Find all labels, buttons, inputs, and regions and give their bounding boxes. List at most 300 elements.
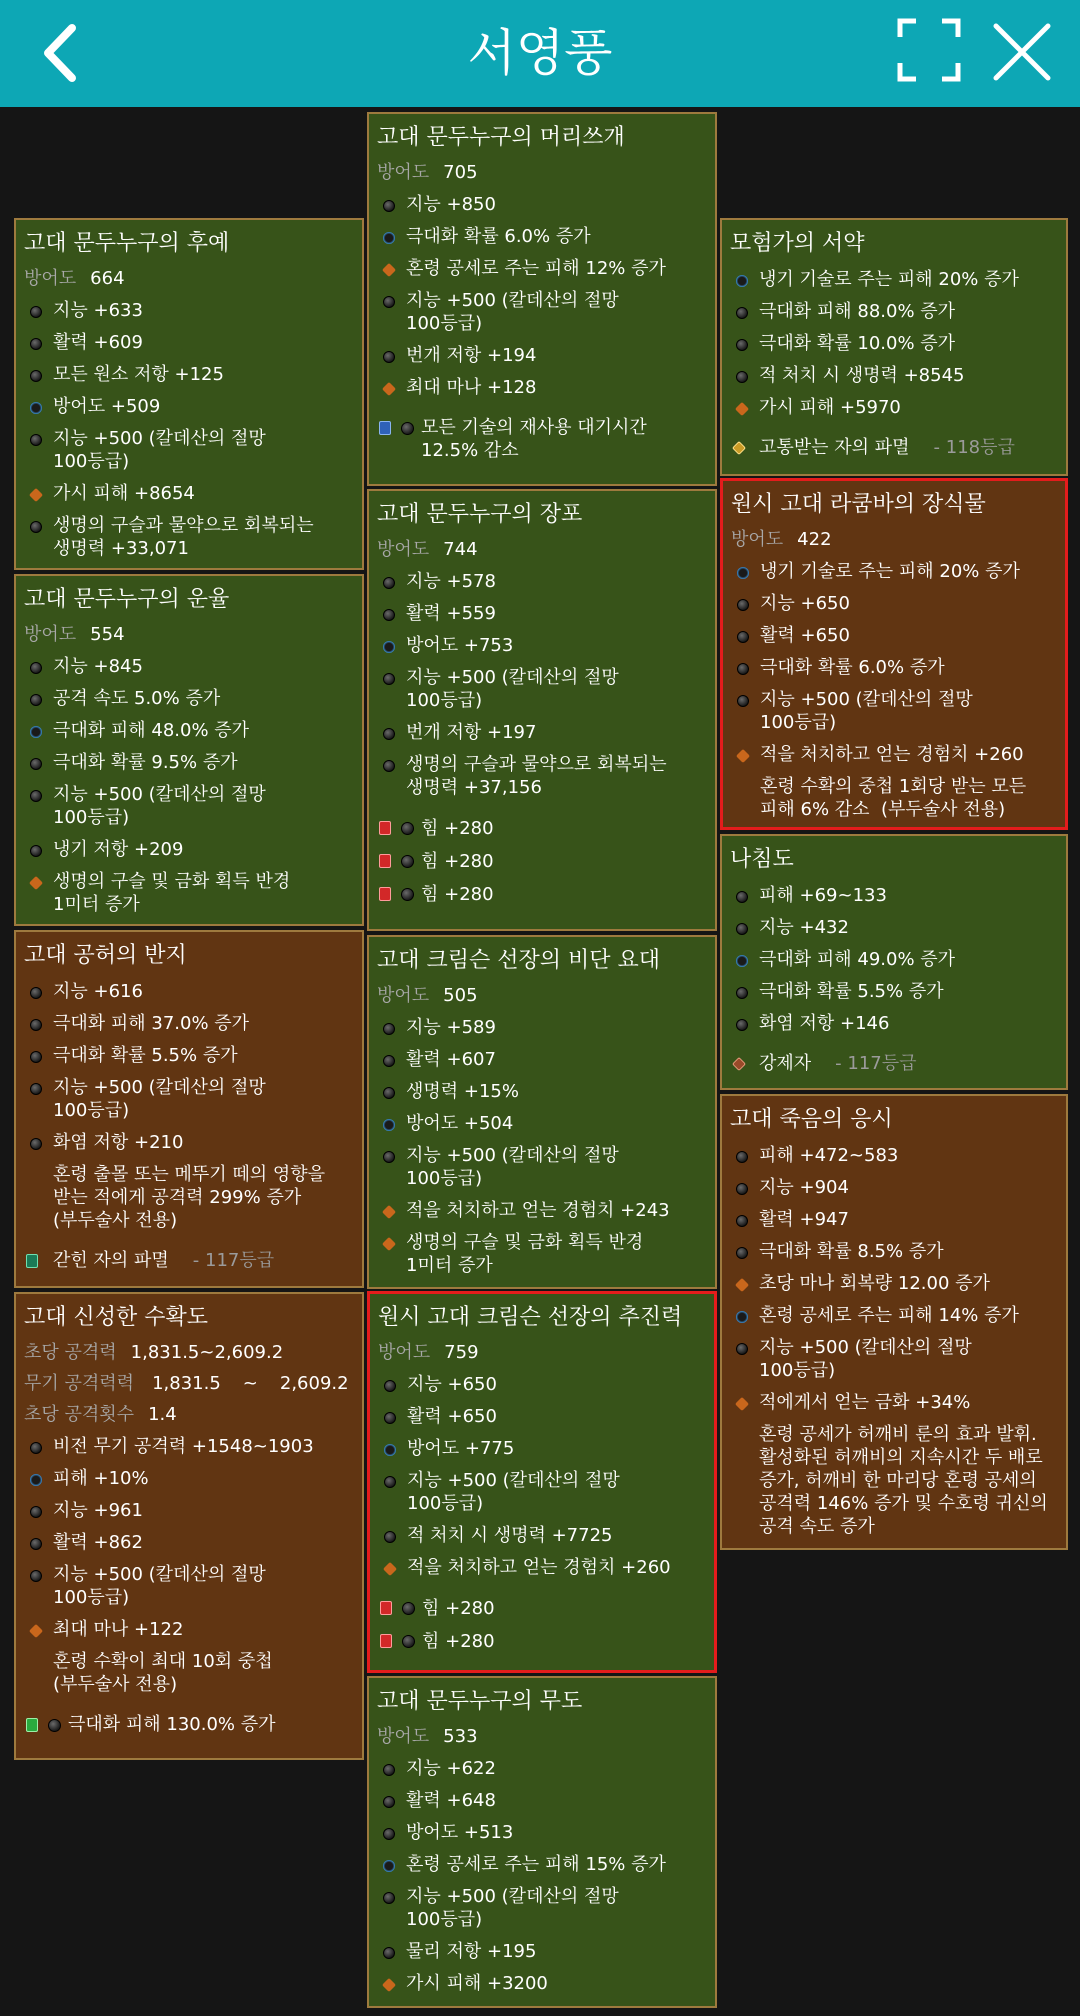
primary-stat-bullet-icon [383, 1151, 395, 1163]
primary-stat-bullet-icon [30, 1019, 42, 1031]
stat-text: 적을 처치하고 얻는 경험치 +243 [406, 1200, 670, 1221]
stat-line [377, 189, 707, 221]
socket-line [377, 412, 707, 467]
orange-diamond-bullet-icon [383, 1562, 397, 1576]
page-title: 서영풍 [467, 24, 613, 82]
stat-text: 지능 +432 [759, 917, 849, 938]
stat-line [730, 976, 1058, 1008]
secondary-stat-bullet-icon [383, 641, 395, 653]
item-name: 고대 문두누구의 머리쓰개 [377, 125, 625, 150]
stat-text: 극대화 확률 9.5% 증가 [53, 752, 238, 773]
armor-row [377, 535, 707, 566]
item-card-boots[interactable] [367, 1676, 717, 2008]
stat-text: 지능 +961 [53, 1500, 143, 1521]
stat-text: 극대화 피해 37.0% 증가 [53, 1013, 250, 1034]
stat-text: 극대화 피해 48.0% 증가 [53, 720, 250, 741]
legendary-gem-icon [26, 1254, 38, 1268]
primary-stat-bullet-icon [736, 339, 748, 351]
stat-line [377, 1936, 707, 1968]
primary-stat-bullet-icon [383, 577, 395, 589]
stat-text: 가시 피해 +8654 [53, 483, 195, 504]
stat-line [24, 359, 354, 391]
item-card-shoulders[interactable] [14, 218, 364, 570]
stat-line [377, 221, 707, 253]
stat-line [730, 880, 1058, 912]
stat-text: 지능 +845 [53, 656, 143, 677]
stat-text: 극대화 확률 6.0% 증가 [406, 226, 591, 247]
primary-stat-bullet-icon [384, 1412, 396, 1424]
primary-stat-bullet-icon [736, 1151, 748, 1163]
stat-line [377, 1227, 707, 1282]
item-name: 고대 공허의 반지 [24, 943, 187, 968]
primary-stat-bullet-icon [30, 694, 42, 706]
primary-stat-bullet-icon [30, 790, 42, 802]
stat-line [730, 1140, 1058, 1172]
primary-stat-bullet-icon [401, 422, 414, 435]
stat-line [24, 1431, 354, 1463]
primary-stat-bullet-icon [30, 434, 42, 446]
primary-stat-bullet-icon [30, 521, 42, 533]
primary-stat-bullet-icon [383, 1892, 395, 1904]
stat-line [24, 391, 354, 423]
stat-line [730, 1172, 1058, 1204]
stat-text: 최대 마나 +128 [406, 377, 537, 398]
armor-label: 방어도 [378, 1342, 431, 1363]
stat-text: 지능 +616 [53, 981, 143, 1002]
armor-row [377, 1722, 707, 1753]
stat-text: 지능 +633 [53, 300, 143, 321]
primary-stat-bullet-icon [30, 1570, 42, 1582]
orange-diamond-bullet-icon [735, 1278, 749, 1292]
stat-line [730, 1268, 1058, 1300]
stat-line [24, 1072, 354, 1127]
item-card-mojo[interactable] [720, 1094, 1068, 1550]
stat-line [377, 1817, 707, 1849]
stat-line [24, 651, 354, 683]
socket-line [377, 878, 707, 911]
stat-text: 활력 +650 [760, 625, 850, 646]
primary-stat-bullet-icon [383, 200, 395, 212]
legendary-gem-name: 갇힌 자의 파멸 [53, 1250, 169, 1271]
primary-stat-bullet-icon [383, 1087, 395, 1099]
primary-stat-bullet-icon [30, 758, 42, 770]
focus-frame-icon[interactable] [896, 17, 962, 83]
stat-line [731, 588, 1057, 620]
stat-line [378, 1369, 706, 1401]
primary-stat-bullet-icon [402, 1602, 415, 1615]
armor-row [24, 620, 354, 651]
stat-text: 활력 +559 [406, 603, 496, 624]
legendary-gem-icon [732, 1057, 746, 1071]
stat-text: 피해 +69~133 [759, 885, 887, 906]
stat-text: 활력 +650 [407, 1406, 497, 1427]
armor-label: 방어도 [24, 624, 77, 645]
stat-text: 피해 +472~583 [759, 1145, 899, 1166]
stat-line [24, 779, 354, 834]
stat-line [24, 1127, 354, 1159]
stat-text: 적에게서 얻는 금화 +34% [759, 1392, 971, 1413]
stat-text: 혼령 공세로 주는 피해 12% 증가 [406, 258, 666, 279]
secondary-stat-bullet-icon [736, 1311, 748, 1323]
socket-text: 힘 +280 [421, 884, 494, 905]
stat-line [24, 1614, 354, 1646]
secondary-stat-bullet-icon [383, 232, 395, 244]
stat-line [377, 1140, 707, 1195]
stat-line [730, 1419, 1058, 1543]
stat-text: 지능 +850 [406, 194, 496, 215]
stat-line [24, 1159, 354, 1237]
stat-text: 생명의 구슬 및 금화 획득 반경 1미터 증가 [53, 871, 291, 915]
primary-stat-bullet-icon [736, 1215, 748, 1227]
armor-label: 방어도 [377, 1726, 430, 1747]
stat-line [24, 478, 354, 510]
item-name: 고대 크림슨 선장의 비단 요대 [377, 948, 660, 973]
stat-line [24, 1040, 354, 1072]
primary-stat-bullet-icon [383, 1796, 395, 1808]
stat-text: 지능 +500 (칼데산의 절망 100등급) [406, 290, 619, 334]
stat-text: 극대화 확률 8.5% 증가 [759, 1241, 944, 1262]
stat-text: 혼령 공세가 허깨비 룬의 효과 발휘. 활성화된 허깨비의 지속시간 두 배로 증가, 허깨비 한 마리당 혼령 공세의 공격력 146% 증가 및 수호령 귀신의 공격 속도 증가 [759, 1424, 1048, 1537]
stat-line [377, 1968, 707, 2000]
orange-diamond-bullet-icon [382, 382, 396, 396]
orange-diamond-bullet-icon [382, 1978, 396, 1992]
socketed-gem-icon [379, 421, 391, 435]
aps-value: 1.4 [148, 1404, 177, 1425]
stat-line [730, 1387, 1058, 1419]
legendary-gem-name: 고통받는 자의 파멸 [759, 437, 910, 458]
primary-stat-bullet-icon [402, 1635, 415, 1648]
stat-line [730, 1008, 1058, 1040]
stat-text: 번개 저항 +194 [406, 345, 537, 366]
stat-line [377, 1785, 707, 1817]
orange-diamond-bullet-icon [382, 1237, 396, 1251]
item-card-amulet[interactable] [14, 574, 364, 926]
socket-text: 힘 +280 [421, 851, 494, 872]
armor-row [377, 158, 707, 189]
secondary-stat-bullet-icon [30, 1474, 42, 1486]
stat-line [730, 296, 1058, 328]
stat-line [377, 749, 707, 804]
primary-stat-bullet-icon [401, 888, 414, 901]
stat-line [377, 1076, 707, 1108]
socket-line [378, 1625, 706, 1658]
stat-text: 지능 +500 (칼데산의 절망 100등급) [407, 1470, 620, 1514]
primary-stat-bullet-icon [30, 1051, 42, 1063]
stat-text: 지능 +650 [407, 1374, 497, 1395]
stat-text: 화염 저항 +210 [53, 1132, 184, 1153]
stat-text: 모든 원소 저항 +125 [53, 364, 224, 385]
stat-text: 혼령 수확의 중첩 1회당 받는 모든 피해 6% 감소 (부두술사 전용) [760, 776, 1027, 820]
chevron-left-icon[interactable] [30, 18, 100, 88]
legendary-gem-rank: - 117등급 [835, 1053, 917, 1074]
stat-line [730, 328, 1058, 360]
stat-text: 방어도 +753 [406, 635, 514, 656]
primary-stat-bullet-icon [30, 845, 42, 857]
stat-line [730, 1204, 1058, 1236]
stat-line [731, 620, 1057, 652]
armor-row [24, 264, 354, 295]
stat-line [377, 662, 707, 717]
primary-stat-bullet-icon [383, 673, 395, 685]
socket-text: 힘 +280 [422, 1631, 495, 1652]
primary-stat-bullet-icon [401, 855, 414, 868]
item-name: 고대 신성한 수확도 [24, 1305, 209, 1330]
armor-value: 505 [443, 985, 478, 1006]
stat-line [377, 1108, 707, 1140]
ruby-gem-icon [379, 854, 391, 868]
primary-stat-bullet-icon [383, 1947, 395, 1959]
primary-stat-bullet-icon [30, 306, 42, 318]
stat-text: 방어도 +513 [406, 1822, 514, 1843]
weapon-damage-max: 2,609.2 [279, 1373, 349, 1394]
primary-stat-bullet-icon [737, 663, 749, 675]
primary-stat-bullet-icon [736, 987, 748, 999]
secondary-stat-bullet-icon [737, 567, 749, 579]
stat-line [377, 1012, 707, 1044]
weapon-damage-label: 무기 공격력력 [24, 1373, 135, 1394]
item-card-helm[interactable] [367, 112, 717, 486]
stat-line [377, 285, 707, 340]
primary-stat-bullet-icon [30, 1442, 42, 1454]
ruby-gem-icon [380, 1634, 392, 1648]
item-card-bracers[interactable] [720, 478, 1068, 830]
top-bar [0, 0, 1080, 107]
item-card-ring-right[interactable] [720, 218, 1068, 476]
primary-stat-bullet-icon [383, 351, 395, 363]
secondary-stat-bullet-icon [736, 275, 748, 287]
stat-text: 적 처치 시 생명력 +7725 [407, 1525, 613, 1546]
stat-text: 지능 +500 (칼데산의 절망 100등급) [53, 428, 266, 472]
stat-text: 적 처치 시 생명력 +8545 [759, 365, 965, 386]
item-card-ring-left[interactable] [14, 930, 364, 1288]
primary-stat-bullet-icon [736, 1343, 748, 1355]
stat-text: 가시 피해 +3200 [406, 1973, 548, 1994]
stat-line [24, 976, 354, 1008]
item-name: 고대 문두누구의 후예 [24, 231, 230, 256]
primary-stat-bullet-icon [383, 609, 395, 621]
stat-line [731, 684, 1057, 739]
primary-stat-bullet-icon [737, 631, 749, 643]
primary-stat-bullet-icon [384, 1531, 396, 1543]
orange-diamond-bullet-icon [29, 488, 43, 502]
armor-row [378, 1338, 706, 1369]
socketed-gem-icon [26, 1718, 38, 1732]
stat-text: 생명력 +15% [406, 1081, 519, 1102]
armor-value: 744 [443, 539, 478, 560]
orange-diamond-bullet-icon [29, 876, 43, 890]
item-card-pants[interactable] [367, 1291, 717, 1673]
stat-line [377, 340, 707, 372]
legendary-gem-name: 강제자 [759, 1053, 812, 1074]
stat-text: 혼령 수확이 최대 10회 중첩 (부두술사 전용) [53, 1651, 273, 1695]
stat-text: 지능 +578 [406, 571, 496, 592]
primary-stat-bullet-icon [736, 371, 748, 383]
socket-text: 힘 +280 [421, 818, 494, 839]
ruby-gem-icon [380, 1601, 392, 1615]
legendary-gem-icon [732, 441, 746, 455]
stat-text: 지능 +622 [406, 1758, 496, 1779]
item-card-chest[interactable] [367, 489, 717, 931]
stat-line [730, 264, 1058, 296]
dps-row [24, 1338, 354, 1369]
socket-line [378, 1592, 706, 1625]
socket-text: 힘 +280 [422, 1598, 495, 1619]
stat-text: 극대화 피해 49.0% 증가 [759, 949, 956, 970]
primary-stat-bullet-icon [30, 338, 42, 350]
primary-stat-bullet-icon [384, 1476, 396, 1488]
stat-line [378, 1433, 706, 1465]
primary-stat-bullet-icon [30, 1138, 42, 1150]
close-icon[interactable] [990, 20, 1054, 84]
socket-text: 모든 기술의 재사용 대기시간 12.5% 감소 [421, 417, 647, 461]
secondary-stat-bullet-icon [30, 726, 42, 738]
stat-line [378, 1520, 706, 1552]
aps-label: 초당 공격횟수 [24, 1404, 135, 1425]
stat-line [24, 295, 354, 327]
stat-line [730, 1300, 1058, 1332]
stat-text: 가시 피해 +5970 [759, 397, 901, 418]
stat-line [24, 683, 354, 715]
primary-stat-bullet-icon [736, 1247, 748, 1259]
primary-stat-bullet-icon [30, 1083, 42, 1095]
stat-text: 혼령 공세로 주는 피해 14% 증가 [759, 1305, 1019, 1326]
armor-value: 554 [90, 624, 125, 645]
stat-text: 지능 +904 [759, 1177, 849, 1198]
stat-line [377, 372, 707, 404]
primary-stat-bullet-icon [383, 1055, 395, 1067]
stat-text: 지능 +500 (칼데산의 절망 100등급) [53, 1564, 266, 1608]
stat-text: 활력 +947 [759, 1209, 849, 1230]
stat-text: 적을 처치하고 얻는 경험치 +260 [407, 1557, 671, 1578]
armor-value: 664 [90, 268, 125, 289]
primary-stat-bullet-icon [736, 891, 748, 903]
item-name: 나침도 [730, 847, 794, 872]
stat-text: 극대화 피해 88.0% 증가 [759, 301, 956, 322]
socket-line [377, 845, 707, 878]
stat-text: 공격 속도 5.0% 증가 [53, 688, 221, 709]
legendary-gem-line [730, 432, 1058, 464]
stat-text: 화염 저항 +146 [759, 1013, 890, 1034]
armor-value: 705 [443, 162, 478, 183]
stat-text: 극대화 확률 5.5% 증가 [759, 981, 944, 1002]
secondary-stat-bullet-icon [384, 1444, 396, 1456]
stat-line [24, 327, 354, 359]
stat-line [378, 1465, 706, 1520]
stat-text: 지능 +500 (칼데산의 절망 100등급) [406, 667, 619, 711]
primary-stat-bullet-icon [30, 1506, 42, 1518]
primary-stat-bullet-icon [30, 662, 42, 674]
stat-text: 지능 +500 (칼데산의 절망 100등급) [759, 1337, 972, 1381]
primary-stat-bullet-icon [384, 1380, 396, 1392]
weapon-damage-sep: ~ [242, 1373, 258, 1394]
primary-stat-bullet-icon [736, 1019, 748, 1031]
stat-text: 지능 +650 [760, 593, 850, 614]
stat-line [378, 1552, 706, 1584]
stat-text: 활력 +609 [53, 332, 143, 353]
stat-line [730, 392, 1058, 424]
item-name: 고대 문두누구의 무도 [377, 1689, 583, 1714]
stat-text: 지능 +500 (칼데산의 절망 100등급) [53, 784, 266, 828]
armor-row [377, 981, 707, 1012]
armor-label: 방어도 [377, 985, 430, 1006]
stat-line [377, 1195, 707, 1227]
socket-text: 극대화 피해 130.0% 증가 [68, 1714, 276, 1735]
stat-line [24, 423, 354, 478]
stat-line [24, 1008, 354, 1040]
primary-stat-bullet-icon [737, 695, 749, 707]
item-name: 고대 문두누구의 장포 [377, 502, 583, 527]
stat-line [24, 1527, 354, 1559]
orange-diamond-bullet-icon [382, 263, 396, 277]
stat-text: 생명의 구슬과 물약으로 회복되는 생명력 +33,071 [53, 515, 314, 559]
stat-line [377, 717, 707, 749]
stat-line [731, 771, 1057, 826]
legendary-gem-rank: - 118등급 [933, 437, 1015, 458]
primary-stat-bullet-icon [30, 1538, 42, 1550]
stat-text: 활력 +607 [406, 1049, 496, 1070]
item-name: 원시 고대 라쿰바의 장식물 [731, 492, 986, 517]
stat-line [24, 715, 354, 747]
stat-line [24, 834, 354, 866]
stat-text: 생명의 구슬 및 금화 획득 반경 1미터 증가 [406, 1232, 644, 1276]
primary-stat-bullet-icon [383, 1023, 395, 1035]
item-name: 고대 죽음의 응시 [730, 1107, 893, 1132]
stat-line [24, 1463, 354, 1495]
stat-line [24, 747, 354, 779]
item-name: 원시 고대 크림슨 선장의 추진력 [378, 1305, 683, 1330]
stat-text: 적을 처치하고 얻는 경험치 +260 [760, 744, 1024, 765]
orange-diamond-bullet-icon [382, 1205, 396, 1219]
stat-line [730, 944, 1058, 976]
stat-text: 활력 +862 [53, 1532, 143, 1553]
primary-stat-bullet-icon [48, 1719, 61, 1732]
dps-value: 1,831.5~2,609.2 [130, 1342, 284, 1363]
legendary-gem-line [730, 1048, 1058, 1080]
item-card-offhand[interactable] [720, 834, 1068, 1090]
stat-line [731, 739, 1057, 771]
primary-stat-bullet-icon [383, 760, 395, 772]
stat-line [24, 866, 354, 921]
stat-text: 비전 무기 공격력 +1548~1903 [53, 1436, 314, 1457]
stat-line [730, 360, 1058, 392]
stat-text: 번개 저항 +197 [406, 722, 537, 743]
item-card-belt[interactable] [367, 935, 717, 1289]
socket-line [24, 1709, 354, 1741]
primary-stat-bullet-icon [401, 822, 414, 835]
stat-text: 혼령 공세로 주는 피해 15% 증가 [406, 1854, 666, 1875]
stat-text: 지능 +500 (칼데산의 절망 100등급) [53, 1077, 266, 1121]
attacks-per-second-row [24, 1400, 354, 1431]
stat-line [377, 1044, 707, 1076]
stat-text: 극대화 확률 5.5% 증가 [53, 1045, 238, 1066]
legendary-gem-line [24, 1245, 354, 1277]
armor-label: 방어도 [731, 529, 784, 550]
primary-stat-bullet-icon [737, 599, 749, 611]
stat-text: 극대화 확률 10.0% 증가 [759, 333, 956, 354]
secondary-stat-bullet-icon [30, 402, 42, 414]
stat-text: 물리 저항 +195 [406, 1941, 537, 1962]
orange-diamond-bullet-icon [29, 1624, 43, 1638]
stat-line [731, 652, 1057, 684]
ruby-gem-icon [379, 821, 391, 835]
primary-stat-bullet-icon [30, 987, 42, 999]
item-card-weapon[interactable] [14, 1292, 364, 1760]
stat-line [377, 630, 707, 662]
armor-label: 방어도 [24, 268, 77, 289]
stat-line [731, 556, 1057, 588]
primary-stat-bullet-icon [736, 307, 748, 319]
stat-text: 혼령 출몰 또는 메뚜기 떼의 영향을 받는 적에게 공격력 299% 증가 (부두술사 전용) [53, 1164, 326, 1231]
